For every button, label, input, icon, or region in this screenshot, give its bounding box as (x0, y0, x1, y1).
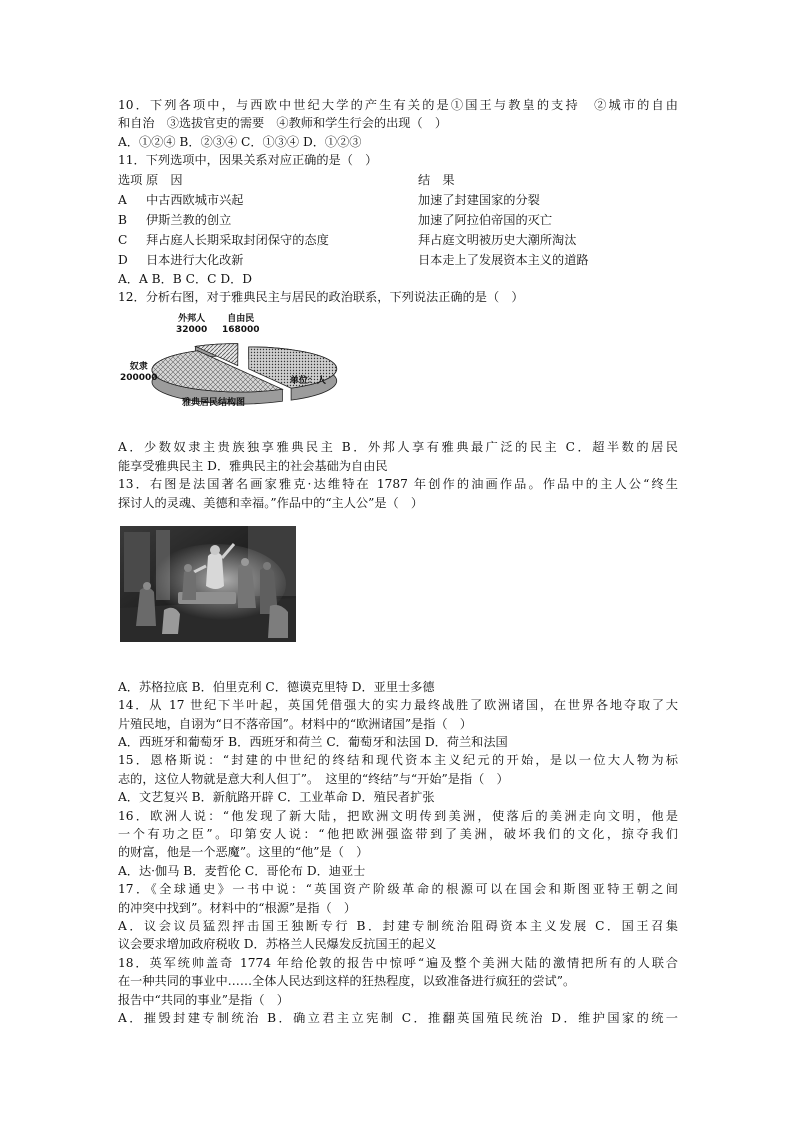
q16-stem-line1: 16．欧洲人说：“他发现了新大陆，把欧洲文明传到美洲，使落后的美洲走向文明，他是 (118, 808, 678, 823)
row-effect: 日本走上了发展资本主义的道路 (418, 252, 589, 267)
row-cause: 日本进行大化改新 (146, 252, 244, 267)
q10-stem-line1: 10．下列各项中，与西欧中世纪大学的产生有关的是①国王与教皇的支持 ②城市的自由 (118, 98, 678, 112)
chart-unit-label: 单位：人 (290, 376, 327, 387)
q16-stem-line3: 的财富，他是一个恶魔”。这里的“他”是（ ） (118, 845, 369, 860)
q18-options: A．摧毁封建专制统治 B．确立君主立宪制 C．推翻英国殖民统治 D．维护国家的统一 (118, 1010, 678, 1025)
q13-options: A．苏格拉底 B．伯里克利 C．德谟克里特 D．亚里士多德 (118, 679, 435, 694)
row-option: B (118, 212, 127, 227)
q17-stem-line1: 17．《全球通史》一书中说：“英国资产阶级革命的根源可以在国会和斯图亚特王朝之间 (118, 882, 678, 897)
slice-value-citizens: 168000 (222, 325, 260, 336)
q17-stem-line2: 的冲突中找到”。材料中的“根源”是指（ ） (118, 900, 357, 915)
q16-stem-line2: 一个有功之臣”。印第安人说：“他把欧洲强盗带到了美洲，破坏我们的文化，掠夺我们 (118, 827, 678, 842)
table-row (118, 190, 678, 210)
slice-label-citizens (222, 314, 260, 336)
row-cause: 伊斯兰教的创立 (146, 212, 232, 227)
slice-value-slaves: 200000 (120, 373, 158, 384)
pie-slices (152, 344, 337, 404)
header-effect: 结 果 (418, 172, 455, 187)
q17-options-line1: A．议会议员猛烈抨击国王独断专行 B．封建专制统治阻碍资本主义发展 C．国王召集 (118, 918, 678, 933)
header-cause: 原 因 (146, 172, 183, 187)
slice-label-slaves (120, 362, 158, 384)
q14-stem-line1: 14．从 17 世纪下半叶起，英国凭借强大的实力最终战胜了欧洲诸国，在世界各地夺取了大 (118, 698, 678, 713)
row-cause: 拜占庭人长期采取封闭保守的态度 (146, 232, 329, 247)
row-option: A (118, 192, 127, 207)
chart-title: 雅典居民结构图 (182, 398, 246, 409)
q18-stem-line2: 在一种共同的事业中……全体人民达到这样的狂热程度，以致准备进行疯狂的尝试”。 (118, 974, 576, 989)
q17-options-line2: 议会要求增加政府税收 D．苏格兰人民爆发反抗国王的起义 (118, 937, 437, 952)
slice-label-foreigners (176, 314, 207, 336)
header-option: 选项 (118, 172, 143, 187)
q12-options-line2: 能享受雅典民主 D．雅典民主的社会基础为自由民 (118, 458, 388, 473)
slice-value-foreigners: 32000 (176, 325, 208, 336)
q14-options: A．西班牙和葡萄牙 B．西班牙和荷兰 C．葡萄牙和法国 D．荷兰和法国 (118, 735, 508, 750)
row-effect: 拜占庭文明被历史大潮所淘汰 (418, 232, 577, 247)
q14-stem-line2: 片殖民地，自诩为“日不落帝国”。材料中的“欧洲诸国”是指（ ） (118, 716, 472, 731)
row-effect: 加速了封建国家的分裂 (418, 192, 540, 207)
slice-name-slaves: 奴隶 (129, 362, 148, 373)
q18-stem-line3: 报告中“共同的事业”是指（ ） (118, 992, 289, 1007)
row-option: C (118, 232, 128, 247)
q10-stem-line2: 和自治 ③选拔官吏的需要 ④教师和学生行会的出现（ ） (118, 116, 448, 131)
slice-name-foreigners: 外邦人 (178, 314, 206, 325)
q11-options: A．A B．B C．C D．D (118, 271, 253, 286)
q15-stem-line1: 15．恩格斯说：“封建的中世纪的终结和现代资本主义纪元的开始，是以一位大人物为标 (118, 753, 678, 768)
table-header-row (118, 170, 678, 190)
q15-options: A．文艺复兴 B．新航路开辟 C．工业革命 D．殖民者扩张 (118, 790, 435, 805)
athens-population-pie-chart (118, 312, 358, 416)
q11-cause-effect-table (118, 170, 678, 270)
q13-stem-line1: 13．右图是法国著名画家雅克·达维特在 1787 年创作的油画作品。作品中的主人公“终生 (118, 477, 678, 492)
q15-stem-line2: 志的，这位人物就是意大利人但丁”。 这里的“终结”与“开始”是指（ ） (118, 771, 509, 786)
death-of-socrates-painting (120, 526, 296, 642)
q16-options: A．达·伽马 B．麦哲伦 C．哥伦布 D．迪亚士 (118, 863, 366, 878)
q12-options-line1: A．少数奴隶主贵族独享雅典民主 B．外邦人享有雅典最广泛的民主 C．超半数的居民 (118, 440, 678, 455)
row-effect: 加速了阿拉伯帝国的灭亡 (418, 212, 553, 227)
table-row (118, 230, 678, 250)
q13-stem-line2: 探讨人的灵魂、美德和幸福。”作品中的“主人公”是（ ） (118, 495, 424, 510)
q10-options: A．①②④ B．②③④ C．①③④ D．①②③ (118, 134, 362, 149)
table-row (118, 250, 678, 270)
row-option: D (118, 252, 128, 267)
slice-name-citizens: 自由民 (227, 314, 255, 325)
q12-stem: 12．分析右图，对于雅典民主与居民的政治联系，下列说法正确的是（ ） (118, 289, 524, 304)
table-row (118, 210, 678, 230)
row-cause: 中古西欧城市兴起 (146, 192, 244, 207)
exam-page (118, 96, 678, 1027)
q11-stem: 11．下列选项中，因果关系对应正确的是（ ） (118, 153, 378, 168)
q18-stem-line1: 18．英军统帅盖奇 1774 年给伦敦的报告中惊呼“遍及整个美洲大陆的激情把所有的人联合 (118, 955, 678, 970)
